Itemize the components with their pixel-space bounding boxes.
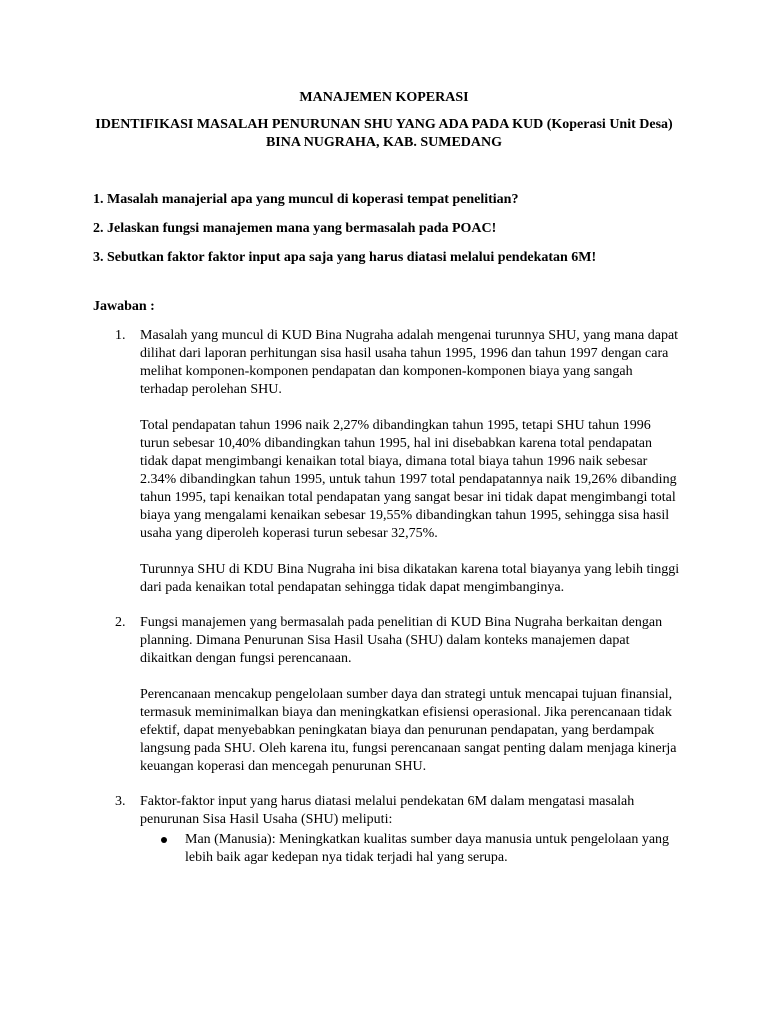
answer-number: 3.: [115, 794, 126, 809]
question-2: 2. Jelaskan fungsi manajemen mana yang bermasalah pada POAC!: [93, 221, 497, 236]
bullet-list: [140, 831, 683, 867]
answer-paragraph: Fungsi manajemen yang bermasalah pada penelitian di KUD Bina Nugraha berkaitan dengan planning. Dimana Penurunan Sisa Hasil Usaha (SHU) dalam konteks manajemen dapat dikaitkan dengan fungsi perencanaan.: [140, 615, 663, 666]
bullet-text: Man (Manusia): Meningkatkan kualitas sumber daya manusia untuk pengelolaan yang lebih baik agar kedepan nya tidak terjadi hal yang serupa.: [185, 832, 670, 865]
answer-paragraph: Total pendapatan tahun 1996 naik 2,27% dibandingkan tahun 1995, tetapi SHU tahun 1996 turun sebesar 10,40% dibandingkan tahun 1995, hal ini disebabkan karena total pendapatan tidak dapat mengimbangi kenaikan total biaya, dimana total biaya tahun 1996 naik sebesar 2.34% dibandingkan tahun 1995, untuk tahun 1997 total pendapatannya naik 19,26% dibanding tahun 1995, tapi kenaikan total pendapatan yang sangat besar ini tidak dapat mengimbangi total biaya yang mengalami kenaikan sebesar 19,55% dibandingkan tahun 1995, sehingga sisa hasil usaha yang diperoleh koperasi turun sebesar 32,75%.: [140, 418, 677, 541]
answer-heading: Jawaban :: [93, 299, 155, 314]
bullet-dot-icon: [161, 837, 167, 843]
answer-number: 2.: [115, 615, 126, 630]
answer-list: [93, 327, 683, 884]
answer-number: 1.: [115, 328, 126, 343]
bullet-item: [140, 831, 683, 867]
question-3: 3. Sebutkan faktor faktor input apa saja yang harus diatasi melalui pendekatan 6M!: [93, 250, 597, 265]
answer-item-2: [93, 614, 683, 776]
answer-paragraph: Faktor-faktor input yang harus diatasi melalui pendekatan 6M dalam mengatasi masalah penurunan Sisa Hasil Usaha (SHU) meliputi:: [140, 794, 635, 827]
answer-paragraph: Perencanaan mencakup pengelolaan sumber daya dan strategi untuk mencapai tujuan finansial, termasuk meminimalkan biaya dan meningkatkan efisiensi operasional. Jika perencanaan tidak efektif, dapat menyebabkan peningkatan biaya dan penurunan pendapatan, yang berdampak langsung pada SHU. Oleh karena itu, fungsi perencanaan sangat penting dalam menjaga kinerja keuangan koperasi dan mencegah penurunan SHU.: [140, 687, 677, 774]
answer-item-1: [93, 327, 683, 597]
answer-item-3: [93, 793, 683, 867]
question-1: 1. Masalah manajerial apa yang muncul di koperasi tempat penelitian?: [93, 192, 519, 207]
answer-paragraph: Turunnya SHU di KDU Bina Nugraha ini bisa dikatakan karena total biayanya yang lebih tinggi dari pada kenaikan total pendapatan sehingga tidak dapat mengimbanginya.: [140, 562, 680, 595]
question-list: [93, 190, 693, 277]
document-title: MANAJEMEN KOPERASI: [299, 90, 469, 105]
answer-paragraph: Masalah yang muncul di KUD Bina Nugraha adalah mengenai turunnya SHU, yang mana dapat dilihat dari laporan perhitungan sisa hasil usaha tahun 1995, 1996 dan tahun 1997 dengan cara melihat komponen-komponen pendapatan dan komponen-komponen biaya yang sangah terhadap perolehan SHU.: [140, 328, 679, 397]
document-subtitle: IDENTIFIKASI MASALAH PENURUNAN SHU YANG ADA PADA KUD (Koperasi Unit Desa) BINA NUGRAHA, KAB. SUMEDANG: [95, 117, 673, 150]
